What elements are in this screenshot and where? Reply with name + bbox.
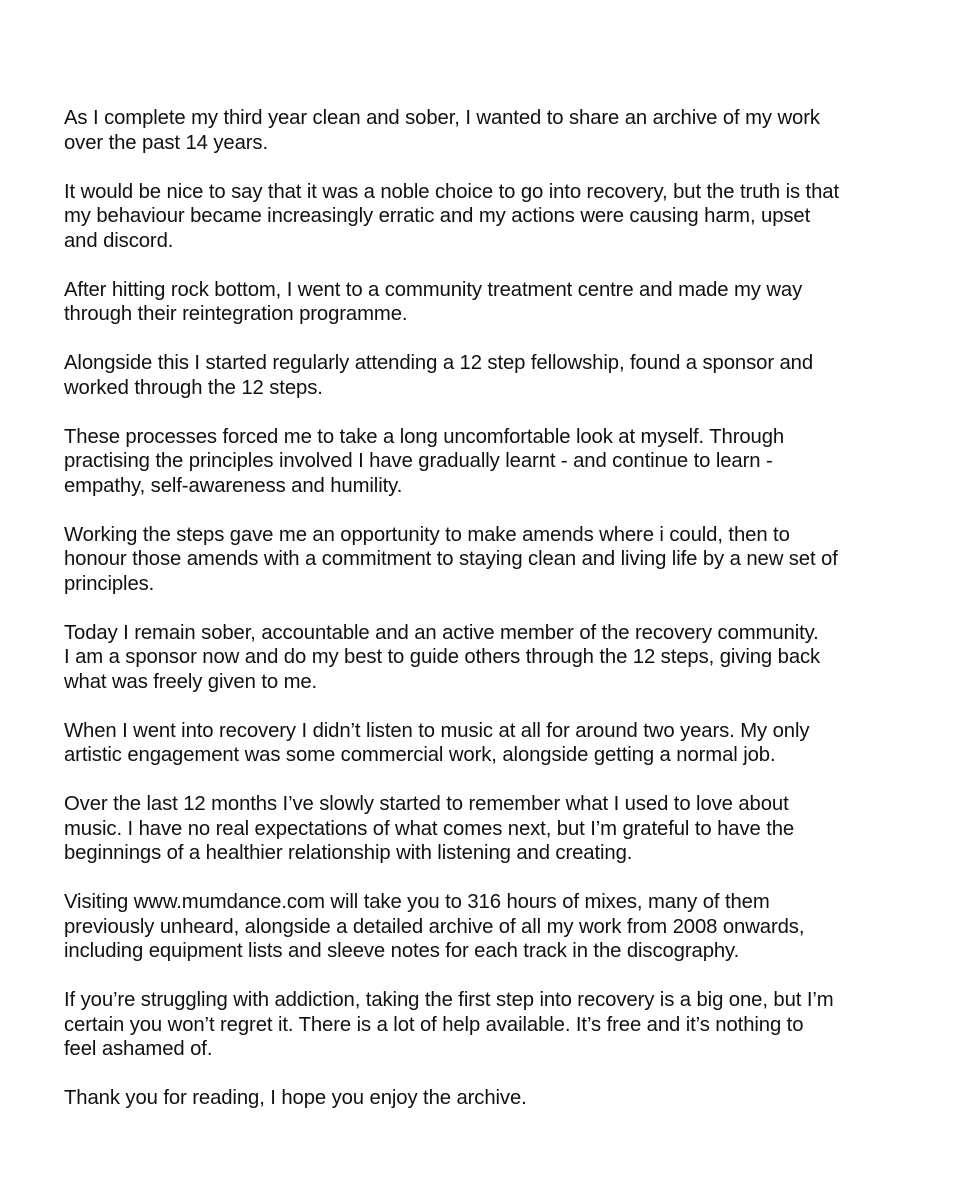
document-body (64, 106, 914, 1135)
paragraph-addiction-help: If you’re struggling with addiction, taking the first step into recovery is a big one, but I’m certain you won’t regret it. There is a lot of help available. It’s free and it’s nothing to feel ashamed of. (64, 989, 834, 1060)
paragraph-archive-link: Visiting www.mumdance.com will take you to 316 hours of mixes, many of them previously unheard, alongside a detailed archive of all my work from 2008 onwards, including equipment lists and sleeve notes for each track in the discography. (64, 891, 805, 962)
paragraph-amends: Working the steps gave me an opportunity to make amends where i could, then to honour those amends with a commitment to staying clean and living life by a new set of principles. (64, 523, 838, 595)
paragraph-fellowship: Alongside this I started regularly attending a 12 step fellowship, found a sponsor and worked through the 12 steps. (64, 352, 814, 399)
paragraph-treatment-centre: After hitting rock bottom, I went to a community treatment centre and made my way through their reintegration programme. (64, 278, 803, 325)
paragraph-today: Today I remain sober, accountable and an active member of the recovery community. I am a sponsor now and do my best to guide others through the 12 steps, giving back what was freely given to me. (64, 621, 821, 693)
paragraph-intro: As I complete my third year clean and sober, I wanted to share an archive of my work over the past 14 years. (64, 107, 820, 154)
paragraph-processes: These processes forced me to take a long uncomfortable look at myself. Through practising the principles involved I have gradually learnt - and continue to learn - empathy, self-awareness and humility. (64, 425, 785, 497)
paragraph-thank-you: Thank you for reading, I hope you enjoy the archive. (64, 1087, 527, 1109)
paragraph-last-12-months: Over the last 12 months I’ve slowly started to remember what I used to love about music. I have no real expectations of what comes next, but I’m grateful to have the beginnings of a healthier relationship with listening and creating. (64, 793, 795, 864)
paragraph-music-break: When I went into recovery I didn’t listen to music at all for around two years. My only artistic engagement was some commercial work, alongside getting a normal job. (64, 719, 810, 766)
paragraph-recovery-choice: It would be nice to say that it was a noble choice to go into recovery, but the truth is that my behaviour became increasingly erratic and my actions were causing harm, upset and discord. (64, 180, 839, 252)
